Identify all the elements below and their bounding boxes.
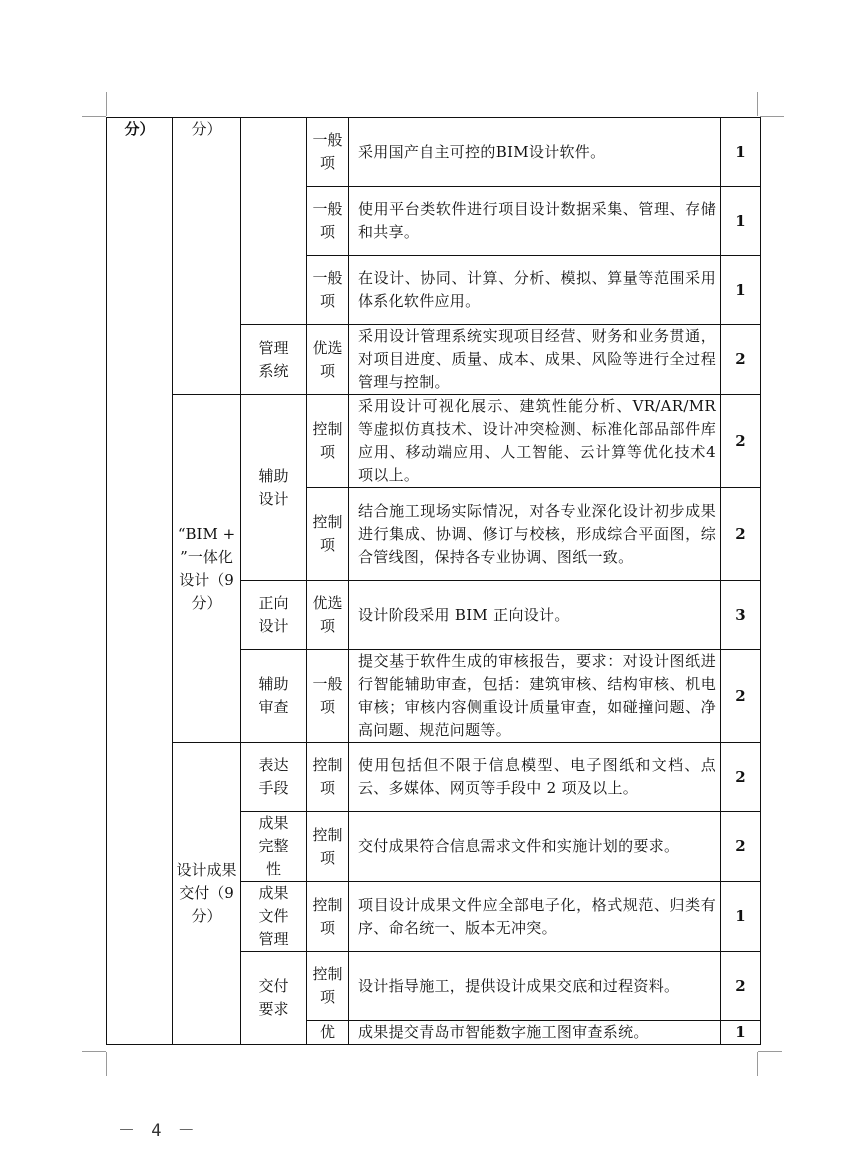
desc-cell: 设计阶段采用 BIM 正向设计。 — [349, 581, 721, 650]
sub-cell-forward-design: 正向设计 — [241, 581, 307, 650]
table-row — [107, 743, 761, 812]
sub-cell-assist-review: 辅助审查 — [241, 650, 307, 743]
score-cell: 1 — [721, 1021, 761, 1045]
table-row — [107, 395, 761, 488]
score-cell: 1 — [721, 187, 761, 256]
desc-cell: 项目设计成果文件应全部电子化，格式规范、归类有序、命名统一、版本无冲突。 — [349, 882, 721, 952]
score-cell: 2 — [721, 812, 761, 882]
type-cell: 控制项 — [307, 488, 349, 581]
type-cell: 控制项 — [307, 882, 349, 952]
score-cell: 2 — [721, 325, 761, 395]
sub-cell-expression: 表达手段 — [241, 743, 307, 812]
desc-cell: 采用设计可视化展示、建筑性能分析、VR/AR/MR等虚拟仿真技术、设计冲突检测、标准化部品部件库应用、移动端应用、人工智能、云计算等优化技术4项以上。 — [349, 395, 721, 488]
type-cell: 一般项 — [307, 118, 349, 187]
desc-cell: 采用设计管理系统实现项目经营、财务和业务贯通，对项目进度、质量、成本、成果、风险等进行全过程管理与控制。 — [349, 325, 721, 395]
crop-mark-br-h — [758, 1051, 782, 1052]
score-cell: 1 — [721, 256, 761, 325]
type-cell: 优 — [307, 1021, 349, 1045]
score-cell: 1 — [721, 118, 761, 187]
type-cell: 控制项 — [307, 812, 349, 882]
crop-mark-bl-h — [82, 1051, 106, 1052]
category-cell: 分） — [107, 118, 173, 1045]
desc-cell: 使用平台类软件进行项目设计数据采集、管理、存储和共享。 — [349, 187, 721, 256]
crop-mark-tr-h — [760, 116, 784, 117]
group-cell-bim: “BIM + ”一体化设计（9分） — [173, 395, 241, 743]
crop-mark-br-v — [757, 1052, 758, 1076]
score-cell: 2 — [721, 488, 761, 581]
desc-cell: 采用国产自主可控的BIM设计软件。 — [349, 118, 721, 187]
type-cell: 优选项 — [307, 581, 349, 650]
crop-mark-tl-v — [106, 92, 107, 116]
page-number: － 4 － — [118, 1121, 198, 1141]
type-cell: 控制项 — [307, 952, 349, 1021]
score-cell: 2 — [721, 395, 761, 488]
type-cell: 优选项 — [307, 325, 349, 395]
sub-cell-management: 管理系统 — [241, 325, 307, 395]
score-cell: 2 — [721, 743, 761, 812]
group-cell-top: 分） — [173, 118, 241, 395]
desc-cell: 提交基于软件生成的审核报告，要求：对设计图纸进行智能辅助审查，包括：建筑审核、结构审核、机电审核；审核内容侧重设计质量审查，如碰撞问题、净高问题、规范问题等。 — [349, 650, 721, 743]
score-cell: 3 — [721, 581, 761, 650]
sub-cell-file-management: 成果文件管理 — [241, 882, 307, 952]
desc-cell: 交付成果符合信息需求文件和实施计划的要求。 — [349, 812, 721, 882]
type-cell: 控制项 — [307, 743, 349, 812]
type-cell: 一般项 — [307, 256, 349, 325]
table-row — [107, 118, 761, 187]
sub-cell-software — [241, 118, 307, 325]
score-cell: 1 — [721, 882, 761, 952]
sub-cell-completeness: 成果完整性 — [241, 812, 307, 882]
desc-cell: 使用包括但不限于信息模型、电子图纸和文档、点云、多媒体、网页等手段中 2 项及以上。 — [349, 743, 721, 812]
desc-cell: 成果提交青岛市智能数字施工图审查系统。 — [349, 1021, 721, 1045]
sub-cell-assist-design: 辅助设计 — [241, 395, 307, 581]
score-cell: 2 — [721, 650, 761, 743]
desc-cell: 结合施工现场实际情况，对各专业深化设计初步成果进行集成、协调、修订与校核，形成综合平面图，综合管线图，保持各专业协调、图纸一致。 — [349, 488, 721, 581]
type-cell: 控制项 — [307, 395, 349, 488]
crop-mark-tl-h — [82, 116, 106, 117]
group-cell-delivery: 设计成果交付（9分） — [173, 743, 241, 1045]
crop-mark-bl-v — [106, 1052, 107, 1076]
type-cell: 一般项 — [307, 187, 349, 256]
sub-cell-delivery-req: 交付要求 — [241, 952, 307, 1045]
type-cell: 一般项 — [307, 650, 349, 743]
crop-mark-tr-v — [757, 92, 758, 116]
desc-cell: 设计指导施工，提供设计成果交底和过程资料。 — [349, 952, 721, 1021]
desc-cell: 在设计、协同、计算、分析、模拟、算量等范围采用体系化软件应用。 — [349, 256, 721, 325]
evaluation-table — [106, 117, 761, 1045]
score-cell: 2 — [721, 952, 761, 1021]
